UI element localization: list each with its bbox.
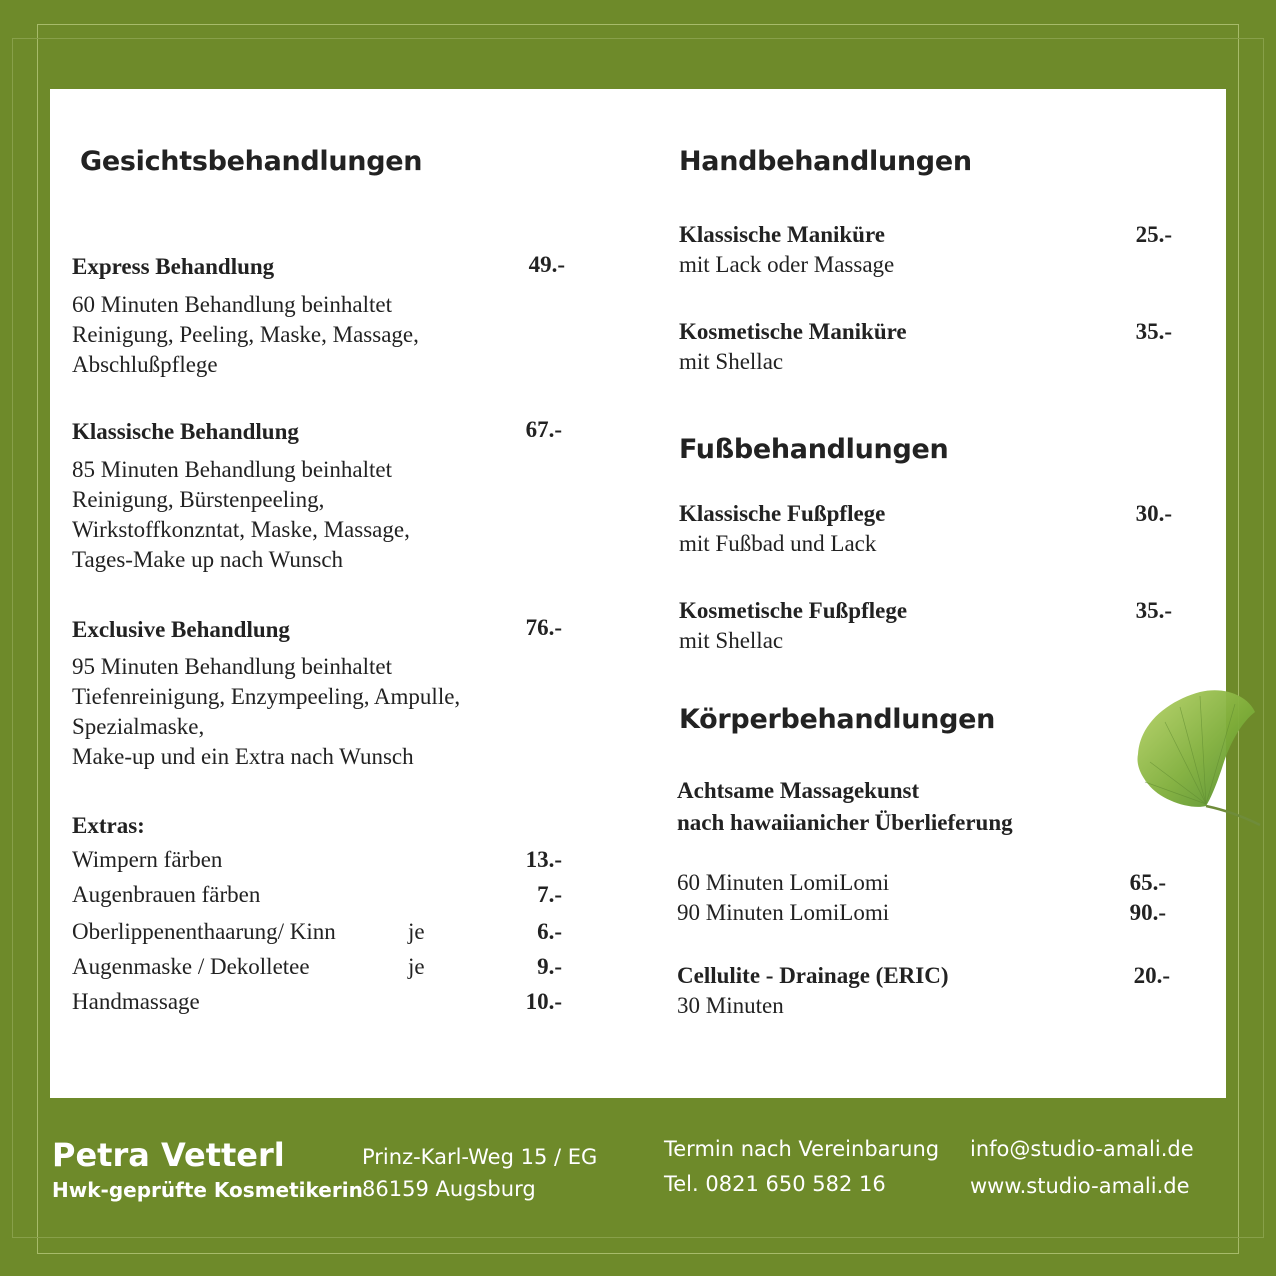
extra-price: 6.-: [537, 919, 562, 944]
treatment-desc: Spezialmaske,: [72, 714, 205, 739]
price-list-panel: [50, 89, 1226, 1098]
email-link[interactable]: info@studio-amali.de: [970, 1137, 1194, 1161]
treatment-name: Express Behandlung: [72, 254, 275, 279]
treatment-price: 76.-: [525, 615, 562, 640]
phone-number: Tel. 0821 650 582 16: [664, 1172, 886, 1196]
treatment-desc: Reinigung, Peeling, Maske, Massage,: [72, 322, 419, 347]
treatment-price: 67.-: [525, 417, 562, 442]
treatment-name: Kosmetische Fußpflege: [679, 598, 908, 623]
treatment-price: 35.-: [1135, 598, 1172, 623]
address-city: 86159 Augsburg: [362, 1177, 536, 1201]
extra-price: 7.-: [537, 882, 562, 907]
cellulite-name: Cellulite - Drainage (ERIC): [677, 963, 949, 988]
website-link[interactable]: www.studio-amali.de: [970, 1174, 1190, 1198]
treatment-desc: 60 Minuten Behandlung beinhaltet: [72, 292, 393, 317]
treatment-name: Klassische Maniküre: [679, 222, 885, 247]
treatment-desc: Tiefenreinigung, Enzympeeling, Ampulle,: [72, 684, 461, 709]
treatment-price: 25.-: [1135, 222, 1172, 247]
extra-price: 10.-: [525, 989, 562, 1014]
face-treatments-heading: Gesichtsbehandlungen: [80, 146, 423, 177]
treatment-desc: Make-up und ein Extra nach Wunsch: [72, 744, 414, 769]
treatment-desc: Reinigung, Bürstenpeeling,: [72, 487, 325, 512]
treatment-name: Klassische Behandlung: [72, 419, 299, 444]
extra-name: Augenbrauen färben: [72, 882, 261, 907]
lomi-name: 60 Minuten LomiLomi: [677, 870, 890, 895]
cellulite-price: 20.-: [1133, 963, 1170, 988]
treatment-desc: 85 Minuten Behandlung beinhaltet: [72, 457, 393, 482]
treatment-desc: mit Shellac: [679, 628, 784, 653]
treatment-desc: Wirkstoffkonzntat, Maske, Massage,: [72, 517, 410, 542]
treatment-name: Klassische Fußpflege: [679, 501, 886, 526]
extra-name: Oberlippenenthaarung/ Kinn: [72, 919, 336, 944]
treatment-desc: Abschlußpflege: [72, 352, 218, 377]
extra-price: 13.-: [525, 847, 562, 872]
body-treatments-heading: Körperbehandlungen: [679, 704, 996, 735]
treatment-price: 30.-: [1135, 501, 1172, 526]
cellulite-desc: 30 Minuten: [677, 993, 784, 1018]
owner-title: Hwk-geprüfte Kosmetikerin: [52, 1178, 363, 1202]
foot-treatments-heading: Fußbehandlungen: [679, 434, 949, 465]
extra-je: je: [408, 919, 425, 944]
extra-name: Handmassage: [72, 989, 200, 1014]
treatment-price: 35.-: [1135, 319, 1172, 344]
extra-price: 9.-: [537, 954, 562, 979]
extras-heading: Extras:: [72, 813, 145, 838]
ginkgo-leaf-icon: [1130, 682, 1265, 827]
massage-title: nach hawaiianicher Überlieferung: [677, 810, 1013, 835]
treatment-desc: mit Fußbad und Lack: [679, 531, 877, 556]
extra-name: Augenmaske / Dekolletee: [72, 954, 310, 979]
treatment-desc: Tages-Make up nach Wunsch: [72, 547, 344, 572]
lomi-name: 90 Minuten LomiLomi: [677, 900, 890, 925]
owner-name: Petra Vetterl: [52, 1136, 285, 1174]
extra-name: Wimpern färben: [72, 847, 223, 872]
treatment-desc: mit Shellac: [679, 349, 784, 374]
massage-title: Achtsame Massagekunst: [677, 778, 920, 803]
address-street: Prinz-Karl-Weg 15 / EG: [362, 1145, 598, 1169]
treatment-name: Exclusive Behandlung: [72, 617, 290, 642]
treatment-desc: 95 Minuten Behandlung beinhaltet: [72, 654, 393, 679]
hand-treatments-heading: Handbehandlungen: [679, 146, 972, 177]
treatment-name: Kosmetische Maniküre: [679, 319, 907, 344]
treatment-price: 49.-: [528, 252, 565, 277]
lomi-price: 90.-: [1129, 900, 1166, 925]
extra-je: je: [408, 954, 425, 979]
treatment-desc: mit Lack oder Massage: [679, 252, 895, 277]
lomi-price: 65.-: [1129, 870, 1166, 895]
appointment-note: Termin nach Vereinbarung: [664, 1137, 940, 1161]
